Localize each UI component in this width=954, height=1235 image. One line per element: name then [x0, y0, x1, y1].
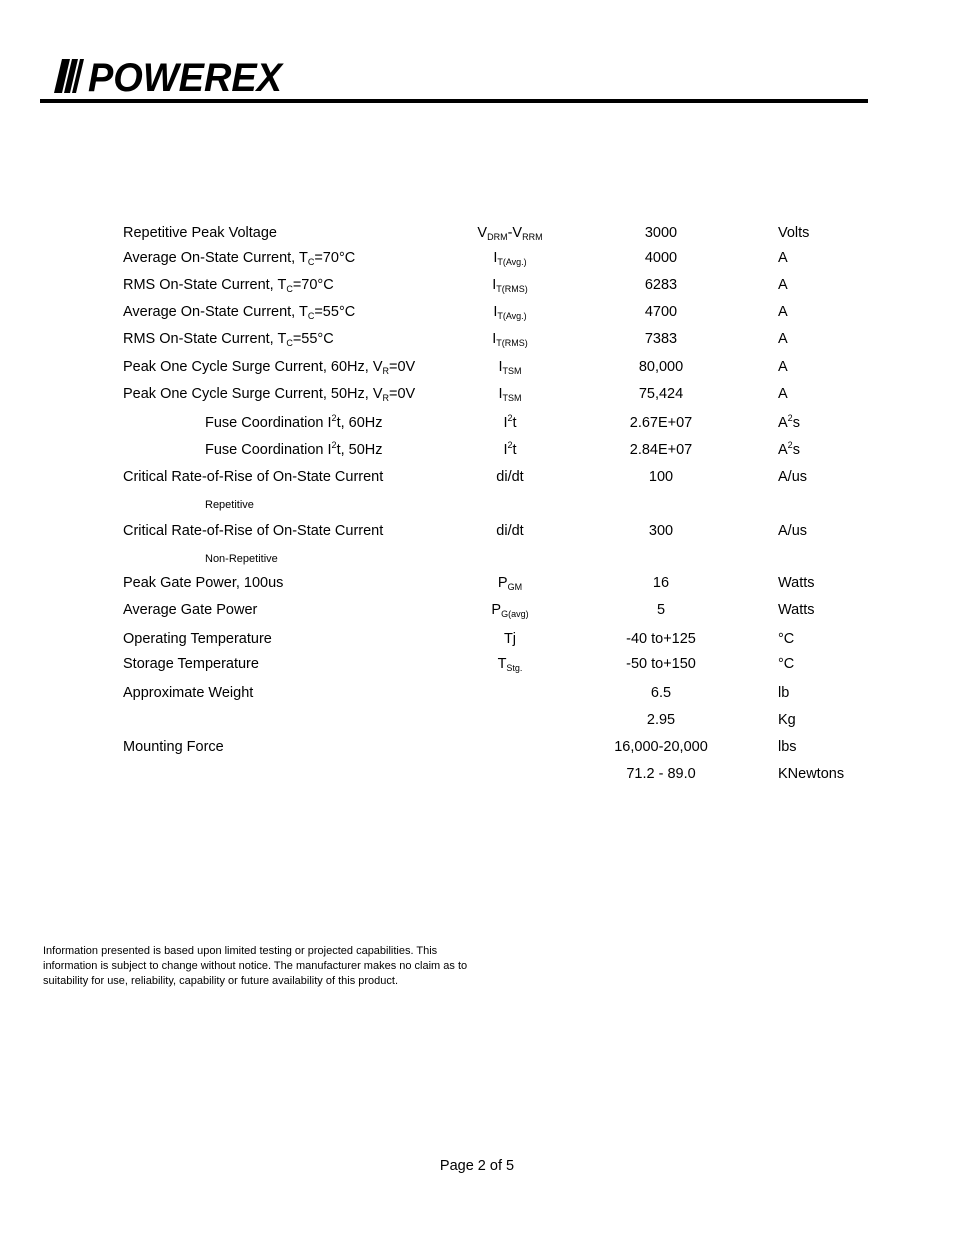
param-label: Average On-State Current, $T_C=70^\circ C$ [123, 250, 356, 267]
param-symbol: $I_{T(RMS)}$ [492, 331, 528, 348]
table-row [0, 629, 954, 649]
table-row [0, 329, 954, 349]
param-label: Storage Temperature [123, 656, 259, 672]
param-value: 100 [648, 469, 674, 485]
table-row [0, 683, 954, 703]
param-value: 5 [656, 602, 666, 618]
param-unit: Volts [778, 225, 810, 241]
param-symbol: Tj [503, 631, 517, 647]
table-row [0, 384, 954, 404]
param-value: 16 [652, 575, 670, 591]
table-row [0, 737, 954, 757]
param-value: 2.95 [646, 712, 676, 728]
param-label: Critical Rate-of-Rise of On-State Current [123, 523, 384, 539]
powerex-logo [54, 55, 286, 97]
table-row [0, 413, 954, 433]
param-label: Critical Rate-of-Rise of On-State Current [123, 469, 384, 485]
param-unit: $A^2s$ [778, 440, 800, 458]
param-unit: A/us [778, 523, 808, 539]
param-label: Average Gate Power [123, 602, 258, 618]
param-value: 2.84E+07 [629, 442, 693, 458]
table-row [0, 467, 954, 487]
param-note: Non-Repetitive [205, 553, 278, 565]
param-unit: A [778, 304, 788, 320]
param-value: 6283 [644, 277, 678, 293]
table-row [0, 521, 954, 541]
powerex-logo-mark [54, 55, 286, 97]
param-unit: Kg [778, 712, 796, 728]
param-value: -40 to+125 [626, 631, 696, 647]
param-value: -50 to+150 [626, 656, 696, 672]
param-label: Fuse Coordination $I^2t$, 60Hz [205, 413, 383, 431]
param-symbol: di/dt [496, 469, 524, 485]
param-label: Fuse Coordination $I^2t$, 50Hz [205, 440, 383, 458]
table-row [0, 223, 954, 243]
param-unit: A [778, 386, 788, 402]
table-row [0, 302, 954, 322]
param-symbol: di/dt [496, 523, 524, 539]
param-label: Average On-State Current, $T_C=55^\circ C$ [123, 304, 356, 321]
param-unit: $A^2s$ [778, 413, 800, 431]
param-symbol: $I_{TSM}$ [498, 359, 522, 376]
table-row [0, 248, 954, 268]
param-symbol: $I_{T(Avg.)}$ [493, 304, 527, 321]
param-symbol: $P_{G(avg)}$ [491, 602, 529, 619]
param-value: 2.67E+07 [629, 415, 693, 431]
param-unit: lbs [778, 739, 797, 755]
param-value: 80,000 [638, 359, 684, 375]
param-symbol: $I^2t$ [503, 413, 517, 431]
param-unit: lb [778, 685, 790, 701]
param-value: 6.5 [650, 685, 672, 701]
param-value: 71.2 - 89.0 [626, 766, 696, 782]
param-label: Approximate Weight [123, 685, 254, 701]
param-value: 75,424 [638, 386, 684, 402]
param-value: 16,000-20,000 [614, 739, 708, 755]
param-unit: KNewtons [778, 766, 845, 782]
param-value: 7383 [644, 331, 678, 347]
param-unit: A [778, 359, 788, 375]
page-number: Page 2 of 5 [439, 1158, 515, 1174]
param-unit: A [778, 250, 788, 266]
table-row [0, 654, 954, 674]
param-label: Mounting Force [123, 739, 224, 755]
table-row [0, 764, 954, 784]
param-label: RMS On-State Current, $T_C=55^\circ C$ [123, 331, 334, 348]
param-value: 300 [648, 523, 674, 539]
logo-wordmark: POWEREX [88, 56, 285, 97]
table-row [0, 357, 954, 377]
param-label: Peak One Cycle Surge Current, 60Hz, $V_R=0V$ [123, 359, 416, 376]
param-label: Operating Temperature [123, 631, 272, 647]
param-unit: A [778, 331, 788, 347]
param-label: Repetitive Peak Voltage [123, 225, 277, 241]
table-row [0, 275, 954, 295]
table-row [0, 573, 954, 593]
param-unit: A [778, 277, 788, 293]
param-symbol: $P_{GM}$ [497, 575, 523, 592]
param-unit: °C [778, 631, 795, 647]
table-row [0, 710, 954, 730]
param-unit: °C [778, 656, 795, 672]
param-symbol: $I^2t$ [503, 440, 517, 458]
disclaimer-text: Information presented is based upon limited testing or projected capabilities. This information is subject to change without notice. The manufacturer makes no claim as to suitability for use, reliability, capability or future availability of this product. [43, 945, 468, 987]
table-row [0, 440, 954, 460]
param-symbol: $I_{TSM}$ [498, 386, 522, 403]
param-label: RMS On-State Current, $T_C=70^\circ C$ [123, 277, 334, 294]
param-label: Peak One Cycle Surge Current, 50Hz, $V_R=0V$ [123, 386, 416, 403]
param-label: Peak Gate Power, 100us [123, 575, 284, 591]
param-symbol: $I_{T(Avg.)}$ [493, 250, 527, 267]
param-symbol: $V_{DRM}-V_{RRM}$ [477, 225, 543, 242]
header-rule [40, 99, 868, 103]
param-unit: A/us [778, 469, 808, 485]
param-unit: Watts [778, 575, 815, 591]
param-note: Repetitive [205, 499, 254, 511]
table-row [0, 600, 954, 620]
param-value: 4700 [644, 304, 678, 320]
param-symbol: $I_{T(RMS)}$ [492, 277, 528, 294]
param-value: 4000 [644, 250, 678, 266]
param-unit: Watts [778, 602, 815, 618]
param-symbol: $T_{Stg.}$ [497, 656, 523, 673]
param-value: 3000 [644, 225, 678, 241]
